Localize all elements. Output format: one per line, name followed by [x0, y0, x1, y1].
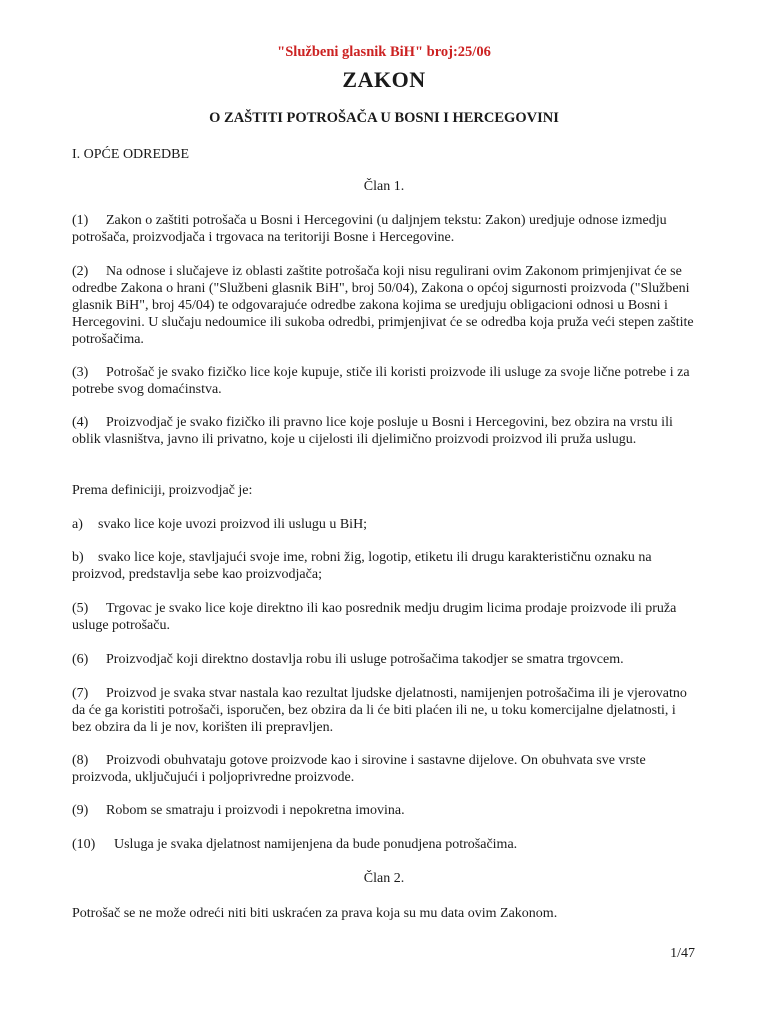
paragraph-text: Prema definiciji, proizvodjač je: — [72, 483, 253, 498]
list-item-a — [72, 516, 696, 533]
paragraph-2 — [72, 263, 696, 348]
paragraph-4 — [72, 414, 696, 448]
article-2-text — [72, 905, 696, 922]
list-letter: b) — [72, 550, 84, 565]
paragraph-text: Proizvodjač koji direktno dostavlja robu ili usluge potrošačima takodjer se smatra trgovcem. — [106, 652, 624, 667]
section-heading: I. OPĆE ODREDBE — [72, 147, 190, 162]
paragraph-3 — [72, 364, 696, 398]
article-1-heading: Član 1. — [363, 179, 405, 194]
paragraph-number: (8) — [72, 753, 89, 768]
paragraph-text: Trgovac je svako lice koje direktno ili kao posrednik medju drugim licima prodaje proizvode ili pruža usluge potrošaču. — [72, 601, 677, 633]
article-2-heading: Član 2. — [363, 871, 405, 886]
paragraph-number: (3) — [72, 365, 89, 380]
gazette-reference: "Službeni glasnik BiH" broj:25/06 — [277, 44, 491, 60]
paragraph-10 — [72, 836, 696, 853]
paragraph-number: (7) — [72, 686, 89, 701]
paragraph-5 — [72, 600, 696, 634]
paragraph-number: (5) — [72, 601, 89, 616]
paragraph-7 — [72, 685, 696, 736]
paragraph-text: Proizvodjač je svako fizičko ili pravno lice koje posluje u Bosni i Hercegovini, bez obzira na vrstu ili oblik vlasništva, javno ili privatno, koje u cijelosti ili djelimično proizvodi proizvod ili pruža uslugu. — [72, 415, 673, 447]
paragraph-text: svako lice koje uvozi proizvod ili uslugu u BiH; — [98, 517, 368, 532]
paragraph-text: Potrošač se ne može odreći niti biti uskraćen za prava koja su mu data ovim Zakonom. — [72, 906, 558, 921]
page-number: 1/47 — [670, 946, 695, 961]
paragraph-text: svako lice koje, stavljajući svoje ime, robni žig, logotip, etiketu ili drugu karakterističnu oznaku na proizvod, predstavlja sebe kao proizvodjača; — [72, 550, 652, 582]
paragraph-number: (9) — [72, 803, 89, 818]
paragraph-text: Zakon o zaštiti potrošača u Bosni i Hercegovini (u daljnjem tekstu: Zakon) uredjuje odnose izmedju potrošača, proizvodjača i trgovaca na teritoriji Bosne i Hercegovine. — [72, 213, 667, 245]
paragraph-text: Usluga je svaka djelatnost namijenjena da bude ponudjena potrošačima. — [114, 837, 518, 852]
list-item-b — [72, 549, 696, 583]
paragraph-9 — [72, 802, 696, 819]
paragraph-8 — [72, 752, 696, 786]
paragraph-text: Na odnose i slučajeve iz oblasti zaštite potrošača koji nisu regulirani ovim Zakonom primjenjivat će se odredbe Zakona o hrani ("Službeni glasnik BiH", broj 50/04), Zakona o općoj sigurnosti proizvoda ("Službeni glasnik BiH", broj 45/04) te odgovarajuće odredbe zakona kojima se uredjuju obligacioni odnosi u Bosni i Hercegovini. U slučaju nedoumice ili sukoba odredbi, primjenjivat će se odredba koja pruža veći stepen zaštite potrošačima. — [72, 264, 694, 347]
paragraph-text: Proizvod je svaka stvar nastala kao rezultat ljudske djelatnosti, namijenjen potrošačima ili je vjerovatno da će ga koristiti potrošači, isporučen, bez obzira da li će biti plaćen ili ne, u toku komercijalne djelatnosti, i bez obzira da li je nov, korišten ili prepravljen. — [72, 686, 687, 735]
paragraph-text: Potrošač je svako fizičko lice koje kupuje, stiče ili koristi proizvode ili usluge za svoje lične potrebe i za potrebe svog domaćinstva. — [72, 365, 690, 397]
paragraph-number: (6) — [72, 652, 89, 667]
paragraph-number: (10) — [72, 837, 96, 852]
paragraph-number: (1) — [72, 213, 89, 228]
paragraph-text: Proizvodi obuhvataju gotove proizvode kao i sirovine i sastavne dijelove. On obuhvata sve vrste proizvoda, uključujući i poljoprivredne proizvode. — [72, 753, 646, 785]
paragraph-text: Robom se smatraju i proizvodi i nepokretna imovina. — [106, 803, 405, 818]
law-subtitle: O ZAŠTITI POTROŠAČA U BOSNI I HERCEGOVINI — [209, 110, 559, 126]
paragraph-6 — [72, 651, 696, 668]
list-letter: a) — [72, 517, 83, 532]
law-title: ZAKON — [342, 67, 426, 92]
paragraph-1 — [72, 212, 696, 246]
definition-intro — [72, 482, 696, 499]
paragraph-number: (2) — [72, 264, 89, 279]
paragraph-number: (4) — [72, 415, 89, 430]
